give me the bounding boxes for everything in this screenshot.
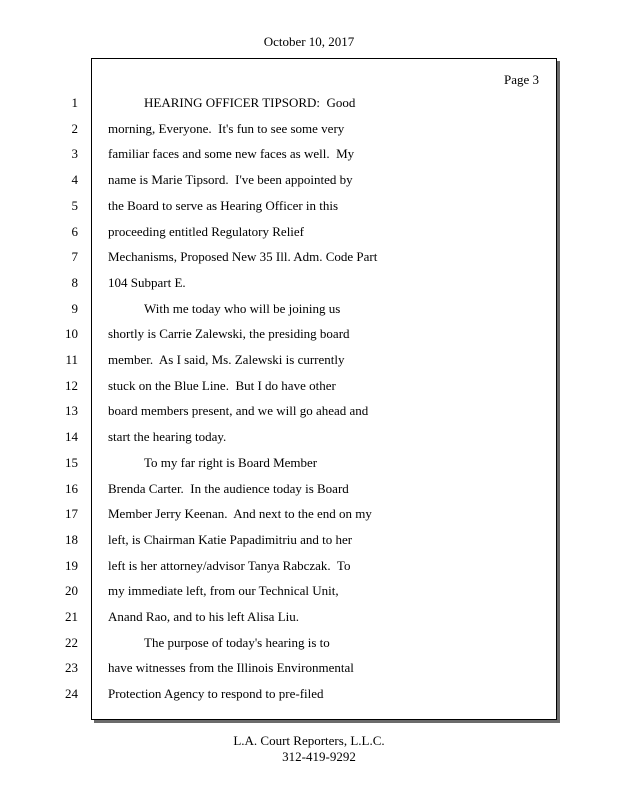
- transcript-line-text: the Board to serve as Hearing Officer in this: [108, 198, 339, 213]
- transcript-line-text: Anand Rao, and to his left Alisa Liu.: [108, 609, 300, 624]
- transcript-line-text: Member Jerry Keenan. And next to the end on my: [108, 506, 372, 521]
- line-number: 3: [71, 146, 78, 161]
- transcript-line-text: stuck on the Blue Line. But I do have other: [108, 378, 336, 393]
- transcript-line-text: The purpose of today's hearing is to: [144, 635, 330, 650]
- transcript-line-text: left is her attorney/advisor Tanya Rabczak. To: [108, 558, 351, 573]
- line-number: 7: [71, 249, 78, 264]
- line-number: 11: [65, 352, 78, 367]
- transcript-line-text: left, is Chairman Katie Papadimitriu and to her: [108, 532, 353, 547]
- transcript-line-text: have witnesses from the Illinois Environmental: [108, 660, 354, 675]
- transcript-line-text: Mechanisms, Proposed New 35 Ill. Adm. Code Part: [108, 249, 378, 264]
- line-number: 10: [65, 326, 78, 341]
- line-number: 6: [71, 224, 78, 239]
- line-number: 14: [65, 429, 78, 444]
- line-number: 22: [65, 635, 78, 650]
- transcript-line-text: my immediate left, from our Technical Unit,: [108, 583, 339, 598]
- transcript-line-text: familiar faces and some new faces as well. My: [108, 146, 355, 161]
- line-number: 13: [65, 403, 78, 418]
- transcript-line-text: Protection Agency to respond to pre-filed: [108, 686, 324, 701]
- transcript-line-text: To my far right is Board Member: [144, 455, 318, 470]
- line-number: 24: [65, 686, 78, 701]
- transcript-line-text: Brenda Carter. In the audience today is Board: [108, 481, 349, 496]
- transcript-line-text: HEARING OFFICER TIPSORD: Good: [144, 95, 356, 110]
- line-number: 15: [65, 455, 78, 470]
- line-number: 1: [71, 95, 78, 110]
- transcript-line-text: 104 Subpart E.: [108, 275, 186, 290]
- line-number: 4: [71, 172, 78, 187]
- transcript-line-text: With me today who will be joining us: [144, 301, 341, 316]
- line-number: 18: [65, 532, 78, 547]
- line-number: 12: [65, 378, 78, 393]
- transcript-line-text: morning, Everyone. It's fun to see some very: [108, 121, 345, 136]
- footer-phone: 312-419-9292: [282, 749, 356, 764]
- transcript-line-text: proceeding entitled Regulatory Relief: [108, 224, 305, 239]
- line-number: 2: [71, 121, 78, 136]
- transcript-line-text: board members present, and we will go ahead and: [108, 403, 369, 418]
- transcript-line-text: name is Marie Tipsord. I've been appointed by: [108, 172, 353, 187]
- line-number: 23: [65, 660, 78, 675]
- page-number: Page 3: [504, 72, 540, 87]
- line-number: 8: [71, 275, 78, 290]
- line-number: 9: [71, 301, 78, 316]
- footer-company: L.A. Court Reporters, L.L.C.: [233, 733, 385, 748]
- transcript-date: October 10, 2017: [263, 34, 355, 49]
- line-number: 17: [65, 506, 78, 521]
- line-number: 16: [65, 481, 78, 496]
- transcript-line-text: start the hearing today.: [108, 429, 227, 444]
- line-number: 5: [71, 198, 78, 213]
- transcript-line-text: member. As I said, Ms. Zalewski is currently: [108, 352, 345, 367]
- transcript-line-text: shortly is Carrie Zalewski, the presiding board: [108, 326, 350, 341]
- line-number: 19: [65, 558, 78, 573]
- line-number: 20: [65, 583, 78, 598]
- line-number: 21: [65, 609, 78, 624]
